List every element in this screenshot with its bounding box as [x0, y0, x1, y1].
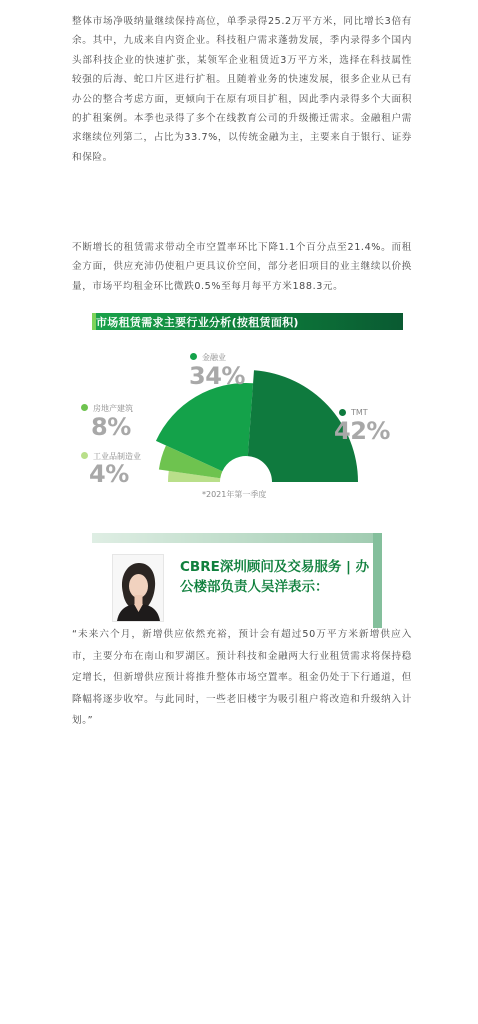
legend-label-manufacturing: 工业品制造业 — [93, 452, 141, 461]
quote-text: “未来六个月，新增供应依然充裕，预计会有超过50万平方米新增供应入市，主要分布在南山和罗湖区。预计科技和金融两大行业租赁需求将保持稳定增长，但新增供应预计将推升整体市场空置率。租金仍处于下行通道，但降幅将逐步收窄。与此同时，一些老旧楼宇为吸引租户将改造和升级纳入计划。” — [72, 629, 412, 726]
legend-dot-real-estate — [81, 404, 88, 411]
pct-label-finance: 34% — [189, 362, 245, 390]
card-right-band — [373, 533, 382, 628]
card-top-band — [92, 533, 382, 543]
profile-card — [92, 533, 382, 628]
avatar — [112, 554, 164, 622]
legend-label-tmt: TMT — [351, 408, 368, 417]
legend-label-finance: 金融业 — [202, 353, 226, 362]
card-body — [92, 543, 373, 628]
chart-footnote: *2021年第一季度 — [202, 490, 267, 499]
title-accent-bar — [92, 313, 96, 330]
profile-card-title: CBRE深圳顾问及交易服务 | 办公楼部负责人吴洋表示： — [180, 559, 370, 595]
industry-donut-chart — [0, 330, 478, 500]
article-paragraph-1: 整体市场净吸纳量继续保持高位，单季录得25.2万平方米，同比增长3倍有余。其中，九成来自内资企业。科技租户需求蓬勃发展，季内录得多个国内头部科技企业的快速扩张，某领军企业租赁近3万平方米，选择在科技属性较强的后海、蛇口片区进行扩租。且随着业务的快速发展，很多企业从已有办公的整合考虑方面，更倾向于在原有项目扩租，因此季内录得多个大面积的扩租案例。本季也录得了多个在线教育公司的升级搬迁需求。金融租户需求继续位列第二，占比为33.7%，以传统金融为主，主要来自于银行、证券和保险。 — [72, 16, 412, 163]
legend-dot-tmt — [339, 409, 346, 416]
pct-label-tmt: 42% — [334, 417, 390, 445]
pct-label-real-estate: 8% — [91, 413, 131, 441]
pct-label-manufacturing: 4% — [89, 460, 129, 488]
article-paragraph-2: 不断增长的租赁需求带动全市空置率环比下降1.1个百分点至21.4%。而租金方面，供应充沛仍使租户更具议价空间，部分老旧项目的业主继续以价换量，市场平均租金环比微跌0.5%至每月每平方米188.3元。 — [72, 242, 412, 292]
legend-dot-finance — [190, 353, 197, 360]
chart-section-title: 市场租赁需求主要行业分析(按租赁面积) — [96, 316, 299, 329]
legend-dot-manufacturing — [81, 452, 88, 459]
chart-section-title-bar — [92, 313, 403, 330]
legend-label-real-estate: 房地产建筑 — [93, 404, 133, 413]
